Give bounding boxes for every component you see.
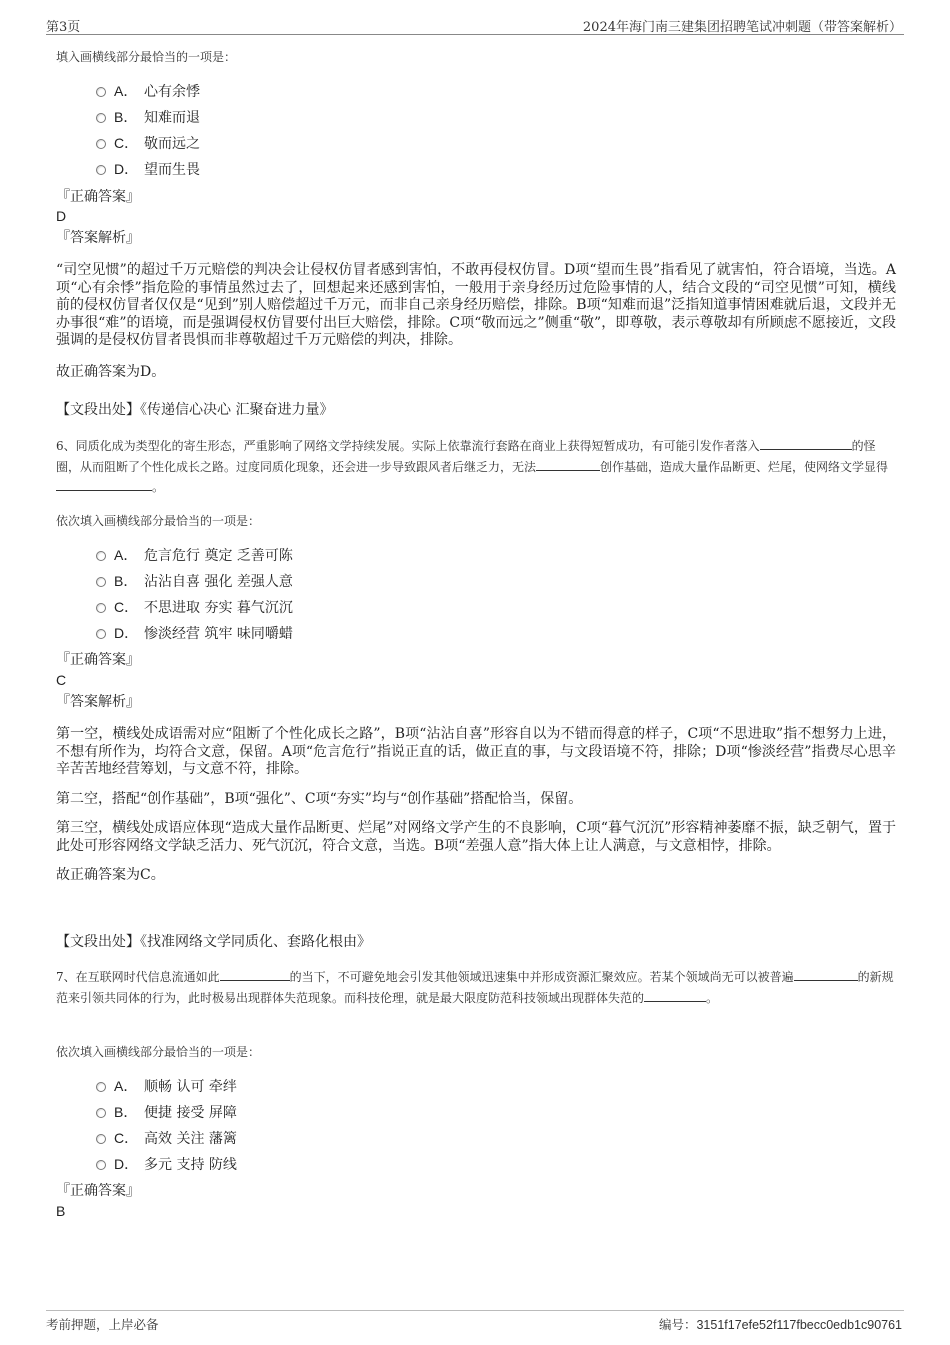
blank-line: [220, 968, 290, 981]
q5-options: [96, 78, 496, 182]
q5-option-b[interactable]: B． 知难而退: [96, 104, 496, 130]
q6-option-a[interactable]: A． 危言危行 奠定 乏善可陈: [96, 542, 496, 568]
radio-icon[interactable]: [96, 165, 106, 175]
q5-analysis-label: 『答案解析』: [56, 230, 140, 246]
blank-line: [794, 968, 858, 981]
q7-option-a[interactable]: A． 顺畅 认可 牵绊: [96, 1073, 496, 1099]
radio-icon[interactable]: [96, 603, 106, 613]
footer-slogan: 考前押题，上岸必备: [46, 1317, 159, 1332]
radio-icon[interactable]: [96, 139, 106, 149]
blank-line: [644, 989, 706, 1002]
page-header: [46, 14, 904, 35]
q6-option-b[interactable]: B． 沾沾自喜 强化 差强人意: [96, 568, 496, 594]
q5-source: 【文段出处】《传递信心决心 汇聚奋进力量》: [56, 402, 334, 418]
blank-line: [760, 437, 852, 450]
analysis-paragraph: 第三空，横线处成语应体现“造成大量作品断更、烂尾”对网络文学产生的不良影响，C项“暮气沉沉”形容精神萎靡不振，缺乏朝气，置于此处可形容网络文学缺乏活力、死气沉沉，符合文意，当选。B项“差强人意”指大体上让人满意，与文意相悖，排除。: [56, 820, 896, 854]
radio-icon[interactable]: [96, 629, 106, 639]
analysis-conclusion: 故正确答案为D。: [56, 363, 166, 380]
page-number: 第3页: [46, 20, 81, 35]
blank-line: [56, 478, 152, 491]
q7-option-d[interactable]: D． 多元 支持 防线: [96, 1151, 496, 1177]
q5-option-a[interactable]: A． 心有余悸: [96, 78, 496, 104]
q6-source: 【文段出处】《找准网络文学同质化、套路化根由》: [56, 934, 371, 950]
q6-prompt: 依次填入画横线部分最恰当的一项是：: [56, 514, 261, 528]
q5-option-d[interactable]: D． 望而生畏: [96, 156, 496, 182]
radio-icon[interactable]: [96, 551, 106, 561]
radio-icon[interactable]: [96, 577, 106, 587]
q7-options: [96, 1073, 496, 1177]
q7-option-b[interactable]: B． 便捷 接受 屏障: [96, 1099, 496, 1125]
document-title: 2024年海门南三建集团招聘笔试冲刺题（带答案解析）: [582, 20, 902, 35]
q6-answer-label: 『正确答案』: [56, 652, 140, 668]
q5-answer-label: 『正确答案』: [56, 189, 140, 205]
q6-answer: C: [56, 672, 67, 688]
q7-answer: B: [56, 1203, 66, 1219]
radio-icon[interactable]: [96, 1160, 106, 1170]
document-code: 编号：3151f17efe52f117fbecc0edb1c90761: [658, 1318, 902, 1332]
radio-icon[interactable]: [96, 1134, 106, 1144]
q6-analysis: [56, 726, 896, 897]
q6-option-d[interactable]: D． 惨淡经营 筑牢 味同嚼蜡: [96, 620, 496, 646]
analysis-paragraph: 第一空，横线处成语需对应“阻断了个性化成长之路”，B项“沾沾自喜”形容自以为不错而得意的样子，C项“不思进取”指不想努力上进，不想有所作为，均符合文意，保留。A项“危言危行”指说正直的话，做正直的事，与文段语境不符，排除；D项“惨淡经营”指费尽心思辛辛苦苦地经营筹划，与文意不符，排除。: [56, 726, 896, 777]
analysis-paragraph: 第二空，搭配“创作基础”，B项“强化”、C项“夯实”均与“创作基础”搭配恰当，保留。: [56, 790, 583, 807]
q6-analysis-label: 『答案解析』: [56, 694, 140, 710]
q5-analysis: [56, 262, 896, 393]
q6-options: [96, 542, 496, 646]
q7-answer-label: 『正确答案』: [56, 1183, 140, 1199]
page-footer: [46, 1310, 904, 1332]
analysis-paragraph: “司空见惯”的超过千万元赔偿的判决会让侵权仿冒者感到害怕，不敢再侵权仿冒。D项“望而生畏”指看见了就害怕，符合语境，当选。A项“心有余悸”指危险的事情虽然过去了，回想起来还感到害怕，一般用于亲身经历过危险事情的人，结合文段的“司空见惯”可知，横线前的侵权仿冒者仅仅是“见到”别人赔偿超过千万元，而非自己亲身经历赔偿，排除。B项“知难而退”泛指知道事情困难就后退，文段并无办事很“难”的语境，而是强调侵权仿冒要付出巨大赔偿，排除。C项“敬而远之”侧重“敬”，即尊敬，表示尊敬却有所顾虑不愿接近，文段强调的是侵权仿冒者畏惧而非尊敬超过千万元赔偿的判决，排除。: [56, 262, 896, 348]
radio-icon[interactable]: [96, 1108, 106, 1118]
q7-prompt: 依次填入画横线部分最恰当的一项是：: [56, 1045, 261, 1059]
q7-option-c[interactable]: C． 高效 关注 藩篱: [96, 1125, 496, 1151]
blank-line: [536, 458, 600, 471]
q7-question-text: 7、在互联网时代信息流通如此 的当下，不可避免地会引发其他领域迅速集中并形成资源汇聚效应。若某个领域尚无可以被普遍 的新规范来引领共同体的行为，此时极易出现群体失范现象。而科技伦理，就是最大限度防范科技领域出现群体失范的 。: [56, 970, 894, 1005]
q6-question-text: 6、同质化成为类型化的寄生形态，严重影响了网络文学持续发展。实际上依靠流行套路在商业上获得短暂成功，有可能引发作者落入 的怪圈，从而阻断了个性化成长之路。过度同质化现象，还会进一步导致跟风者后继乏力，无法 创作基础，造成大量作品断更、烂尾，使网络文学显得。: [56, 439, 889, 494]
q6-option-c[interactable]: C． 不思进取 夯实 暮气沉沉: [96, 594, 496, 620]
radio-icon[interactable]: [96, 1082, 106, 1092]
q5-option-c[interactable]: C． 敬而远之: [96, 130, 496, 156]
radio-icon[interactable]: [96, 87, 106, 97]
q5-answer: D: [56, 208, 67, 224]
q5-prompt: 填入画横线部分最恰当的一项是：: [56, 50, 237, 64]
analysis-conclusion: 故正确答案为C。: [56, 867, 165, 883]
radio-icon[interactable]: [96, 113, 106, 123]
